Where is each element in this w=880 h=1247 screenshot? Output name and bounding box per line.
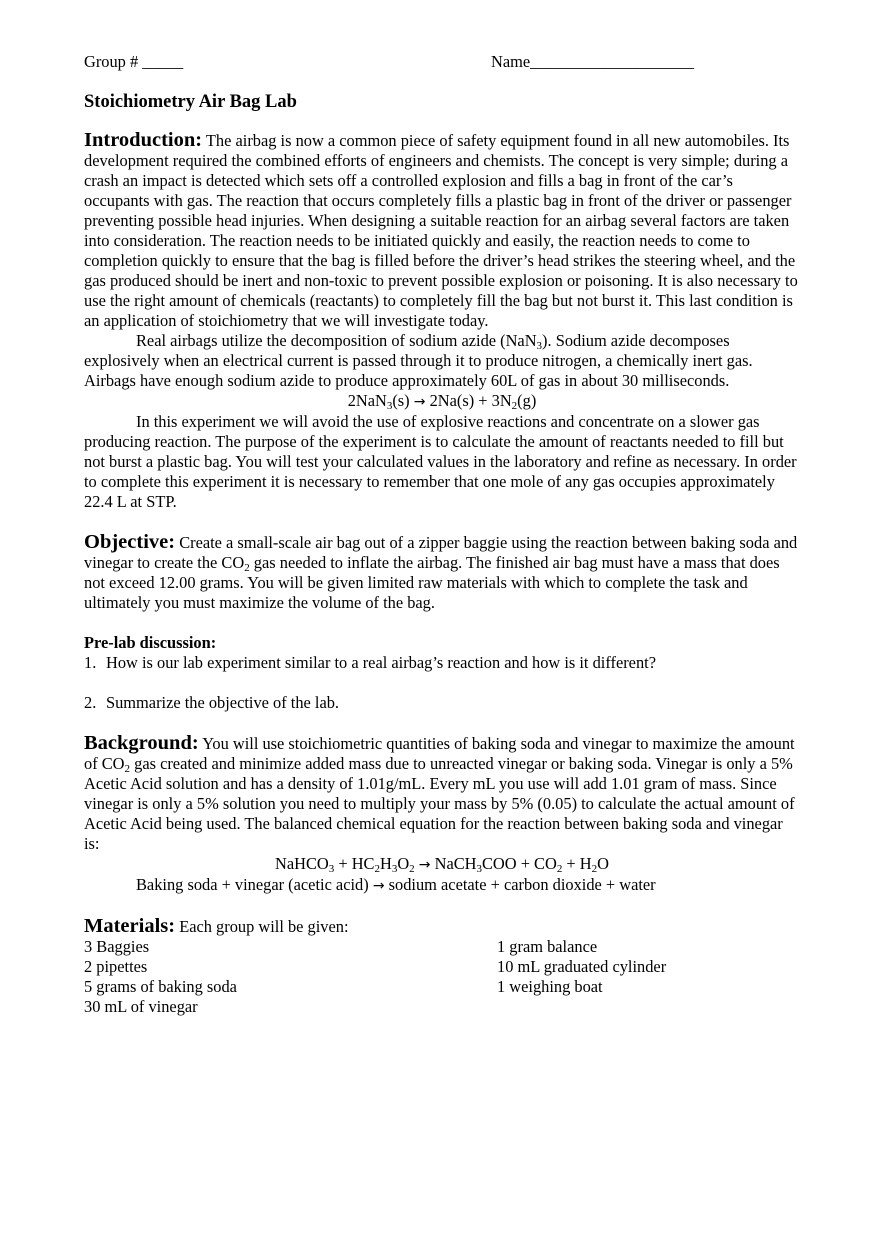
page-title: Stoichiometry Air Bag Lab — [84, 92, 297, 112]
word-eq-left: Baking soda + vinegar (acetic acid) — [136, 875, 369, 894]
objective-section — [84, 532, 800, 613]
spacer — [84, 613, 800, 633]
question-number: 2. — [84, 693, 97, 712]
word-equation — [84, 875, 800, 896]
material-item: 5 grams of baking soda — [84, 977, 237, 996]
arrow-icon: → — [413, 394, 426, 410]
prelab-question — [84, 693, 800, 713]
prelab-section — [84, 633, 800, 713]
objective-text-a: Create a small-scale air bag out of a zipper baggie using the reaction between baking soda and vinegar to create the CO — [84, 533, 798, 572]
materials-list — [84, 937, 800, 1017]
eq-part: 2NaN — [347, 391, 387, 410]
experiment-paragraph: In this experiment we will avoid the use of explosive reactions and concentrate on a slower gas producing reaction. The purpose of the experiment is to calculate the amount of reactants needed to fill but not burst a plastic bag. You will test your calculated values in the laboratory and refine as necessary. In order to complete this experiment it is necessary to remember that one mole of any gas occupies approximately 22.4 L at STP. — [84, 412, 797, 511]
header — [84, 50, 800, 76]
name-field[interactable]: Name____________________ — [491, 52, 695, 71]
spacer — [84, 512, 800, 532]
word-eq-right: sodium acetate + carbon dioxide + water — [388, 875, 656, 894]
material-item: 3 Baggies — [84, 937, 150, 956]
question-text: Summarize the objective of the lab. — [106, 693, 340, 712]
introduction-section — [84, 130, 800, 512]
question-number: 1. — [84, 653, 97, 672]
spacer — [84, 713, 800, 733]
eq-part: (g) — [517, 391, 537, 410]
prelab-question — [84, 653, 800, 673]
material-item: 30 mL of vinegar — [84, 997, 198, 1016]
azide-equation — [84, 391, 800, 412]
prelab-heading: Pre-lab discussion: — [84, 633, 217, 652]
eq-part: (s) — [392, 391, 410, 410]
subscript: 2 — [511, 400, 518, 412]
materials-intro-text: Each group will be given: — [179, 917, 349, 936]
material-item: 10 mL graduated cylinder — [497, 957, 667, 976]
spacer — [84, 673, 800, 693]
materials-section — [84, 916, 800, 1017]
chemical-equation: NaHCO$_3$ + $HC_2H_3O_2$ → NaCH$_3$COO + $CO_2 + H_2O$ — [275, 854, 609, 875]
airbag-text-b: ). Sodium azide decomposes explosively when an electrical current is passed through it to produce nitrogen, a chemically inert gas. Airbags have enough sodium azide to produce approximately 60L of gas in about 30 milliseconds. — [84, 331, 753, 390]
material-item-empty — [497, 997, 797, 1017]
eq-part: 2Na(s) + 3N — [429, 391, 512, 410]
materials-heading: Materials: — [84, 915, 176, 937]
background-heading: Background: — [84, 732, 199, 754]
introduction-text: The airbag is now a common piece of safety equipment found in all new automobiles. Its development required the combined efforts of engineers and chemists. The concept is very simple; during a crash an impact is detected which sets off a controlled explosion and fills a bag in front of the car’s occupants with gas. The reaction that occurs completely fills a plastic bag in front of the driver or passenger preventing possible head injuries. When designing a suitable reaction for an airbag several factors are taken into consideration. The reaction needs to be initiated quickly and easily, the reaction needs to come to completion quickly to ensure that the bag is filled before the driver’s head strikes the steering wheel, and the gas produced should be inert and non-toxic to prevent possible explosion or poisoning. It is also necessary to use the right amount of chemicals (reactants) to completely fill the bag but not burst it. This last condition is an application of stoichiometry that we will investigate today. — [84, 131, 798, 330]
subscript: 2 — [244, 562, 250, 574]
materials-intro — [84, 916, 800, 937]
background-paragraph — [84, 733, 800, 854]
objective-paragraph — [84, 532, 800, 613]
background-text-a: You will use stoichiometric quantities of baking soda and vinegar to maximize the amount of CO — [84, 734, 795, 773]
group-field[interactable]: Group # _____ — [84, 52, 184, 71]
introduction-heading: Introduction: — [84, 129, 203, 151]
introduction-paragraph — [84, 130, 800, 331]
background-section — [84, 733, 800, 896]
airbag-text-a: Real airbags utilize the decomposition of sodium azide (NaN — [136, 331, 537, 350]
question-text: How is our lab experiment similar to a real airbag’s reaction and how is it different? — [106, 653, 656, 672]
subscript: 2 — [124, 763, 131, 775]
subscript: 3 — [536, 340, 543, 352]
subscript: 3 — [386, 400, 393, 412]
arrow-icon: → — [418, 857, 431, 873]
objective-text-b: gas needed to inflate the airbag. The finished air bag must have a mass that does not exceed 12.00 grams. You will be given limited raw materials with which to complete the task and ultimately you must maximize the volume of the bag. — [84, 553, 780, 612]
material-item: 1 gram balance — [497, 937, 598, 956]
spacer — [84, 896, 800, 916]
material-item: 2 pipettes — [84, 957, 148, 976]
airbag-paragraph — [84, 331, 800, 391]
material-item: 1 weighing boat — [497, 977, 603, 996]
objective-heading: Objective: — [84, 531, 176, 553]
arrow-icon: → — [372, 878, 385, 894]
document-page — [84, 50, 800, 1017]
background-text-b: gas created and minimize added mass due to unreacted vinegar or baking soda. Vinegar is only a 5% Acetic Acid solution and has a density of 1.01g/mL. Every mL you use will add 1.01 gram of mass. Since vinegar is only a 5% solution you need to multiply your mass by 5% (0.05) to calculate the actual amount of Acetic Acid being used. The balanced chemical equation for the reaction between baking soda and vinegar is: — [84, 754, 795, 853]
